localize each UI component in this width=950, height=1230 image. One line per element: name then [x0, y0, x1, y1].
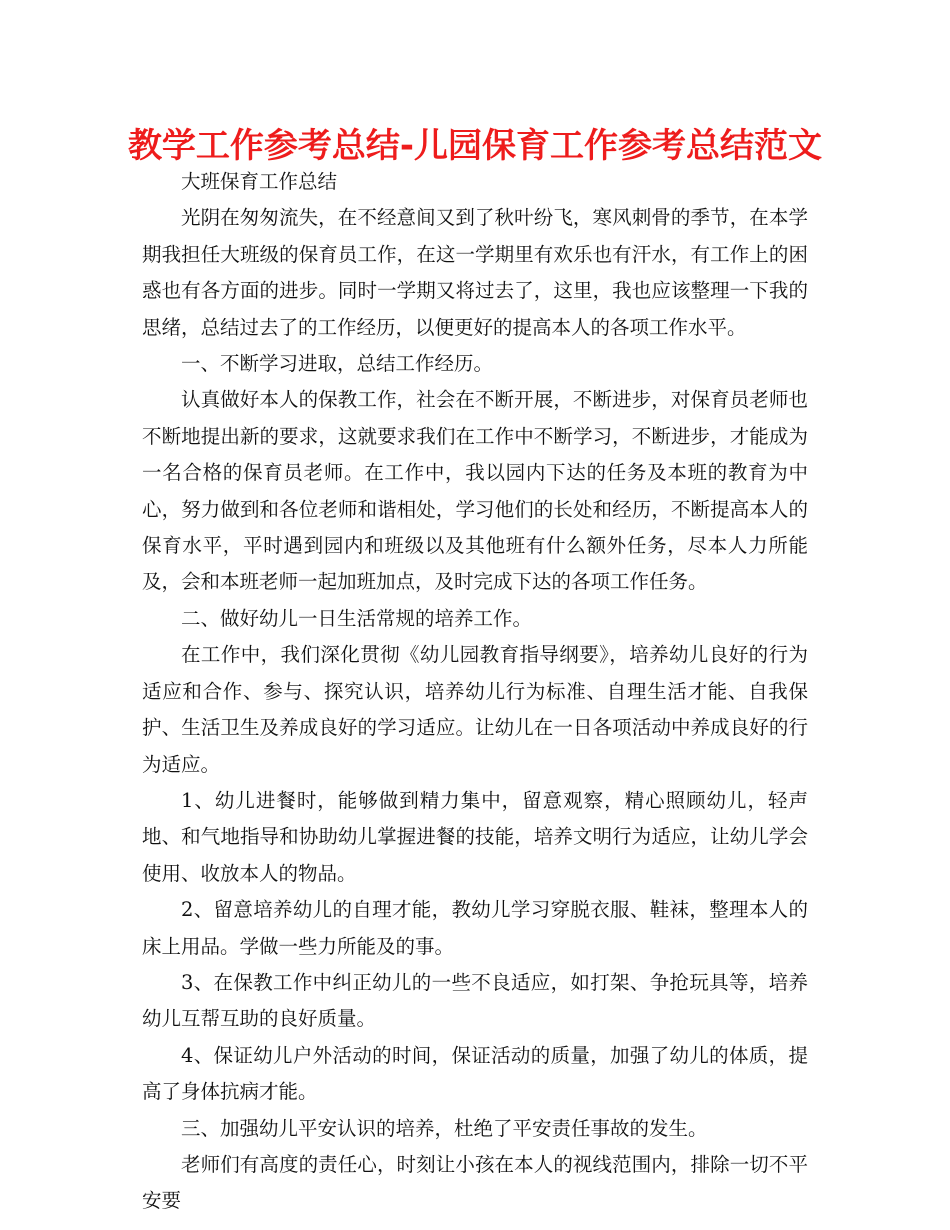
paragraph: 认真做好本人的保教工作，社会在不断开展，不断进步，对保育员老师也不断地提出新的要求，这就要求我们在工作中不断学习，不断进步，才能成为一名合格的保育员老师。在工作中，我以园内下达的任务及本班的教育为中心，努力做到和各位老师和谐相处，学习他们的长处和经历，不断提高本人的保育水平，平时遇到园内和班级以及其他班有什么额外任务，尽本人力所能及，会和本班老师一起加班加点，及时完成下达的各项工作任务。: [142, 388, 808, 594]
paragraph: 老师们有高度的责任心，时刻让小孩在本人的视线范围内，排除一切不平安要: [142, 1152, 808, 1213]
document-title: 教学工作参考总结-儿园保育工作参考总结范文: [127, 126, 823, 166]
paragraph: 在工作中，我们深化贯彻《幼儿园教育指导纲要》，培养幼儿良好的行为适应和合作、参与、探究认识，培养幼儿行为标准、自理生活才能、自我保护、生活卫生及养成良好的学习适应。让幼儿在一日各项活动中养成良好的行为适应。: [142, 643, 808, 776]
list-item: 1、幼儿进餐时，能够做到精力集中，留意观察，精心照顾幼儿，轻声地、和气地指导和协助幼儿掌握进餐的技能，培养文明行为适应，让幼儿学会使用、收放本人的物品。: [142, 788, 808, 885]
document-body: [142, 164, 808, 1220]
list-item: 3、在保教工作中纠正幼儿的一些不良适应，如打架、争抢玩具等，培养幼儿互帮互助的良好质量。: [142, 970, 808, 1031]
section-heading: 一、不断学习进取，总结工作经历。: [181, 352, 494, 376]
section-heading: 大班保育工作总结: [181, 170, 338, 193]
section-heading: 三、加强幼儿平安认识的培养，杜绝了平安责任事故的发生。: [181, 1116, 708, 1140]
section-heading: 二、做好幼儿一日生活常规的培养工作。: [181, 606, 533, 630]
list-item: 2、留意培养幼儿的自理才能，教幼儿学习穿脱衣服、鞋袜，整理本人的床上用品。学做一些力所能及的事。: [142, 898, 808, 958]
paragraph: 光阴在匆匆流失，在不经意间又到了秋叶纷飞，寒风刺骨的季节，在本学期我担任大班级的保育员工作，在这一学期里有欢乐也有汗水，有工作上的困惑也有各方面的进步。同时一学期又将过去了，这里，我也应该整理一下我的思绪，总结过去了的工作经历，以便更好的提高本人的各项工作水平。: [142, 206, 808, 339]
list-item: 4、保证幼儿户外活动的时间，保证活动的质量，加强了幼儿的体质，提高了身体抗病才能。: [142, 1043, 808, 1104]
